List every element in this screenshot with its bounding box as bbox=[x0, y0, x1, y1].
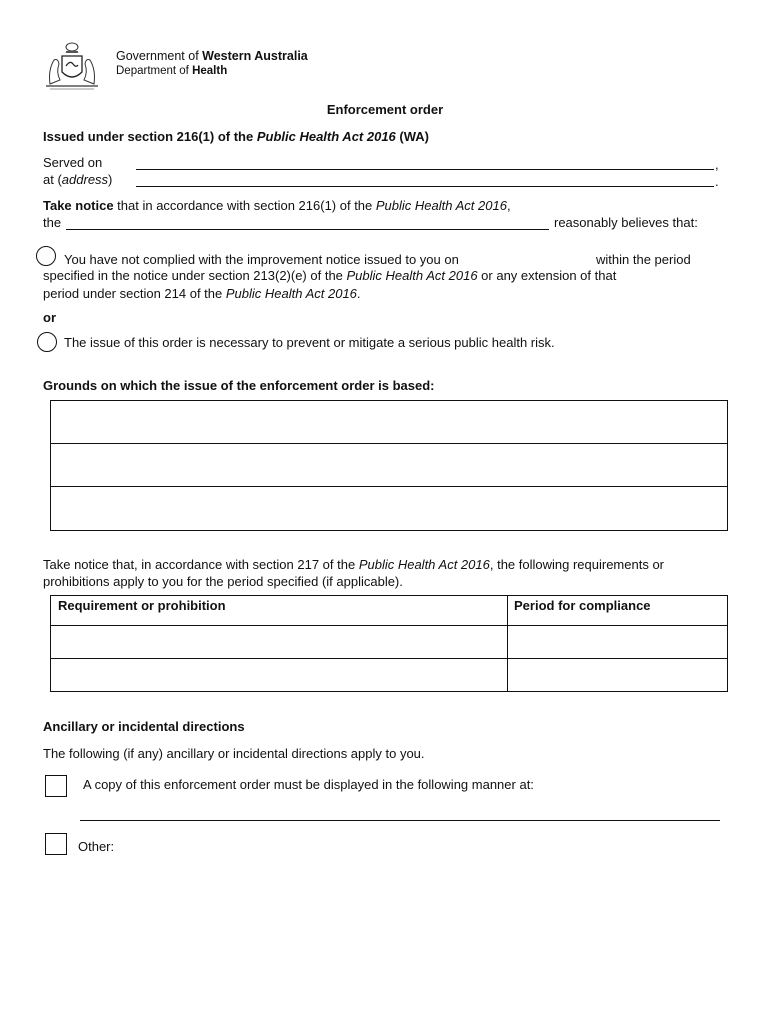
grounds-row-1[interactable] bbox=[51, 401, 727, 443]
coat-of-arms-icon bbox=[42, 40, 102, 92]
take-notice-text: Take notice that in accordance with section 216(1) of the Public Health Act 2016, bbox=[43, 198, 511, 213]
address-label: at (address) bbox=[43, 172, 113, 187]
period-column-header: Period for compliance bbox=[514, 598, 651, 613]
grounds-row-3[interactable] bbox=[51, 487, 727, 530]
option-not-complied-radio[interactable] bbox=[36, 246, 56, 266]
period-cell-1[interactable] bbox=[508, 626, 727, 657]
authorised-officer-field[interactable] bbox=[66, 229, 549, 230]
period-cell-2[interactable] bbox=[508, 659, 727, 691]
reasonably-believes-text: reasonably believes that: bbox=[554, 215, 698, 230]
issued-under-heading: Issued under section 216(1) of the Public Health Act 2016 (WA) bbox=[43, 129, 430, 144]
served-on-label: Served on bbox=[43, 155, 103, 170]
ancillary-intro: The following (if any) ancillary or incidental directions apply to you. bbox=[43, 746, 425, 761]
option-not-complied-line1: You have not complied with the improvement notice issued to you on bbox=[64, 252, 459, 267]
other-label: Other: bbox=[78, 839, 115, 854]
grounds-heading: Grounds on which the issue of the enforcement order is based: bbox=[43, 378, 435, 393]
option-not-complied-line3: period under section 214 of the Public Health Act 2016. bbox=[43, 286, 361, 301]
option-public-health-risk-radio[interactable] bbox=[37, 332, 57, 352]
served-comma: , bbox=[715, 157, 719, 172]
address-period: . bbox=[715, 174, 719, 189]
requirements-intro-line1: Take notice that, in accordance with section 217 of the Public Health Act 2016, the following requirements or bbox=[43, 557, 665, 572]
display-copy-text: A copy of this enforcement order must be displayed in the following manner at: bbox=[83, 777, 534, 792]
department-name: Department of Health bbox=[116, 65, 228, 77]
address-field[interactable] bbox=[136, 186, 714, 187]
display-manner-field[interactable] bbox=[80, 820, 720, 821]
other-checkbox[interactable] bbox=[45, 833, 67, 855]
option-public-health-risk-text: The issue of this order is necessary to prevent or mitigate a serious public health risk. bbox=[64, 335, 555, 350]
requirement-cell-1[interactable] bbox=[51, 626, 506, 657]
option-not-complied-line1b: within the period bbox=[596, 252, 691, 267]
requirements-intro-line2: prohibitions apply to you for the period specified (if applicable). bbox=[43, 574, 403, 589]
the-label: the bbox=[43, 215, 62, 230]
served-on-field[interactable] bbox=[136, 169, 714, 170]
display-copy-checkbox[interactable] bbox=[45, 775, 67, 797]
option-not-complied-line2: specified in the notice under section 213(2)(e) of the Public Health Act 2016 or any extension of that bbox=[43, 268, 617, 283]
requirement-column-header: Requirement or prohibition bbox=[58, 598, 226, 613]
page-title: Enforcement order bbox=[326, 102, 444, 117]
ancillary-heading: Ancillary or incidental directions bbox=[43, 719, 245, 734]
grounds-row-2[interactable] bbox=[51, 444, 727, 486]
or-label: or bbox=[43, 310, 56, 325]
requirement-cell-2[interactable] bbox=[51, 659, 506, 691]
government-name: Government of Western Australia bbox=[116, 49, 308, 63]
